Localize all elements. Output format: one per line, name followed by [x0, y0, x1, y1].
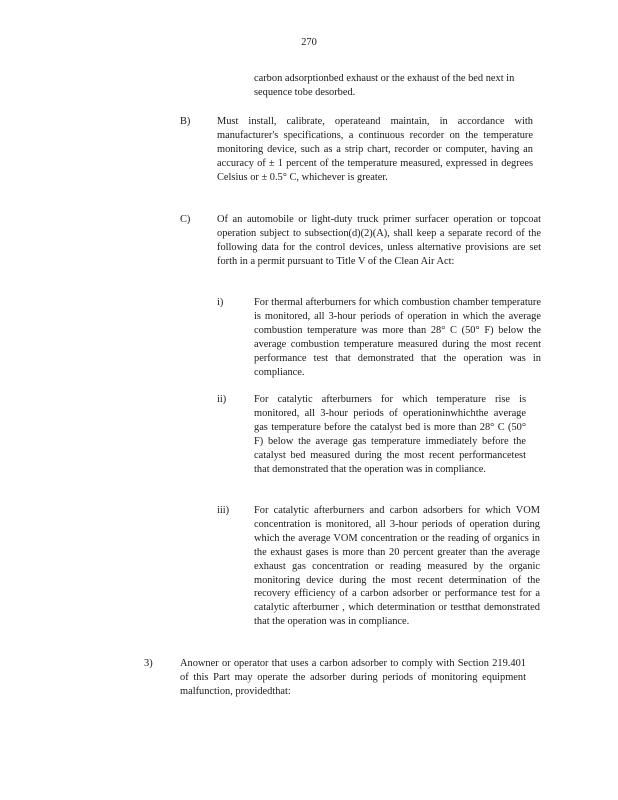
sub-item-ii-label: ii) — [217, 394, 227, 405]
item-b-text: Must install, calibrate, operateand maintain, in accordance with manufacturer's specifications, a continuous recorder on the temperature monitoring device, such as a strip chart, recorder or computer, having an accuracy of ± 1 percent of the temperature measured, expressed in degrees Celsius or ± 0.5° C, whichever is greater. — [217, 116, 533, 183]
item-c-label: C) — [180, 214, 191, 225]
sub-item-iii-label: iii) — [217, 505, 230, 516]
page-number: 270 — [301, 37, 317, 48]
item-3-label: 3) — [144, 658, 153, 669]
continuation-text: carbon adsorptionbed exhaust or the exhaust of the bed next in sequence tobe desorbed. — [254, 73, 515, 98]
item-c-text: Of an automobile or light-duty truck primer surfacer operation or topcoat operation subject to subsection(d)(2)(A), shall keep a separate record of the following data for the control devices, unless alternative provisions are set forth in a permit pursuant to Title V of the Clean Air Act: — [217, 214, 541, 267]
sub-item-ii-text: For catalytic afterburners for which temperature rise is monitored, all 3-hour periods of operationinwhichthe average gas temperature before the catalyst bed is more than 28° C (50° F) below the average gas temperature immediately before the catalyst bed measured during the most recent performancetest that demonstrated that the operation was in compliance. — [254, 394, 526, 475]
sub-item-i-text: For thermal afterburners for which combustion chamber temperature is monitored, all 3-hour periods of operation in which the average combustion temperature was more than 28° C (50° F) below the average combustion temperature measured during the most recent performance test that demonstrated that the operation was in compliance. — [254, 297, 541, 378]
item-b-label: B) — [180, 116, 191, 127]
sub-item-i-label: i) — [217, 297, 224, 308]
sub-item-iii-text: For catalytic afterburners and carbon adsorbers for which VOM concentration is monitored, all 3-hour periods of operation during which the average VOM concentration or the reading of organics in the exhaust gases is more than 20 percent greater than the average exhaust gas concentration or reading measured by the organic monitoring device during the most recent determination of the recovery efficiency of a carbon adsorber or performance test for a catalytic afterburner , which determination or testthat demonstrated that the operation was in compliance. — [254, 505, 540, 628]
item-3-text: Anowner or operator that uses a carbon adsorber to comply with Section 219.401 of this Part may operate the adsorber during periods of monitoring equipment malfunction, providedthat: — [180, 658, 526, 697]
